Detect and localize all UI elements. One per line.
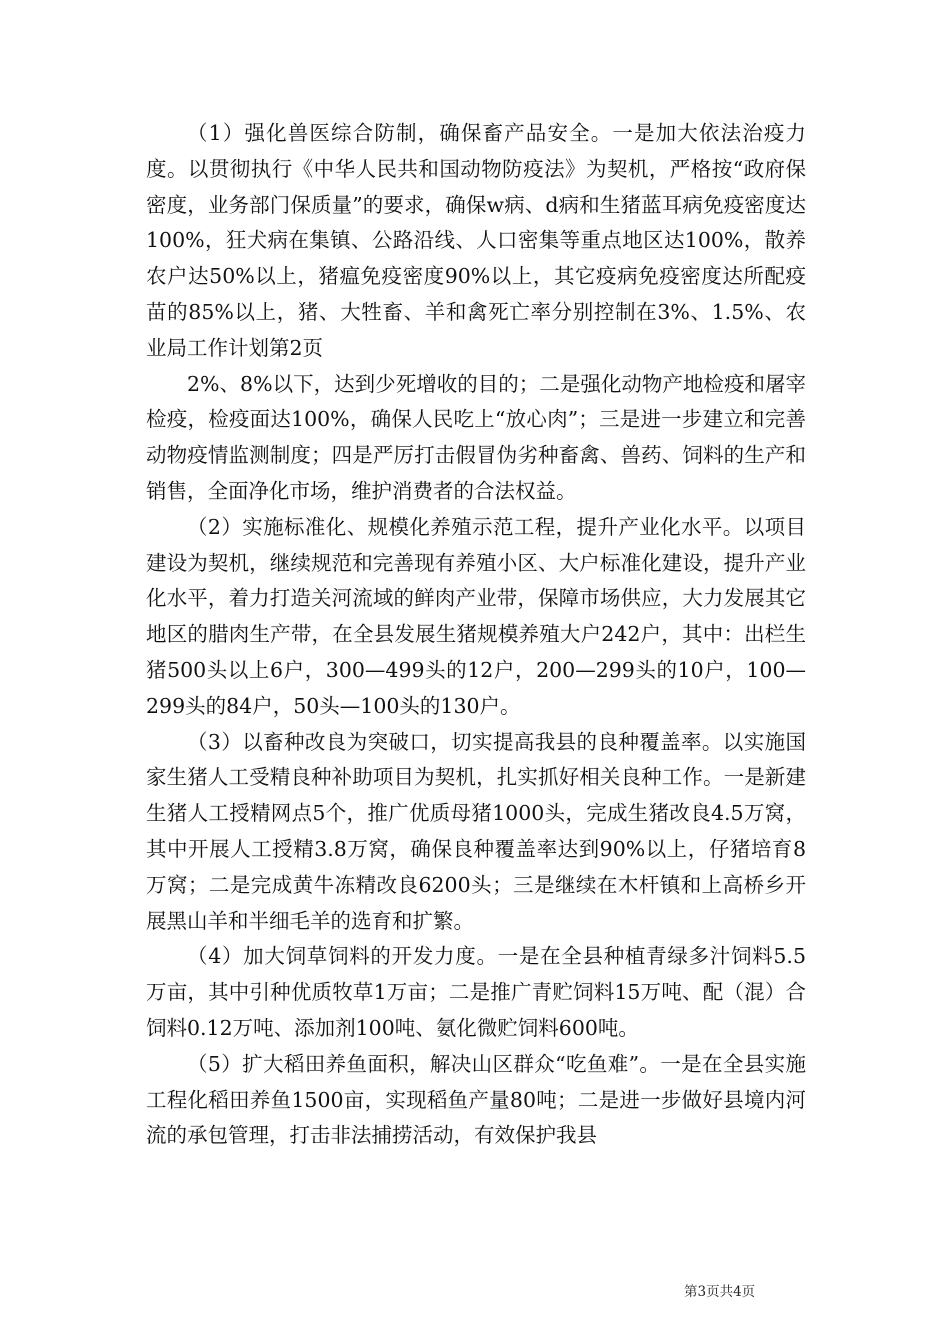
paragraph-5: （4）加大饲草饲料的开发力度。一是在全县种植青绿多汁饲料5.5万亩，其中引种优质牧草1万亩；二是推广青贮饲料15万吨、配（混）合饲料0.12万吨、添加剂100吨、氨化微贮饲料600吨。 <box>146 944 806 1040</box>
paragraph-1: （1）强化兽医综合防制，确保畜产品安全。一是加大依法治疫力度。以贯彻执行《中华人民共和国动物防疫法》为契机，严格按“政府保密度，业务部门保质量”的要求，确保w病、d病和生猪蓝耳病免疫密度达100%，狂犬病在集镇、公路沿线、人口密集等重点地区达100%，散养农户达50%以上，猪瘟免疫密度90%以上，其它疫病免疫密度达所配疫苗的85%以上，猪、大牲畜、羊和禽死亡率分别控制在3%、1.5%、农业局工作计划第2页 <box>146 121 806 360</box>
document-body <box>146 116 806 1154</box>
paragraph-4: （3）以畜种改良为突破口，切实提高我县的良种覆盖率。以实施国家生猪人工受精良种补助项目为契机，扎实抓好相关良种工作。一是新建生猪人工授精网点5个，推广优质母猪1000头，完成生猪改良4.5万窝，其中开展人工授精3.8万窝，确保良种覆盖率达到90%以上，仔猪培育8万窝；二是完成黄牛冻精改良6200头；三是继续在木杆镇和上高桥乡开展黑山羊和半细毛羊的选育和扩繁。 <box>146 729 806 933</box>
paragraph-6: （5）扩大稻田养鱼面积，解决山区群众“吃鱼难”。一是在全县实施工程化稻田养鱼1500亩，实现稻鱼产量80吨；二是进一步做好县境内河流的承包管理，打击非法捕捞活动，有效保护我县 <box>146 1051 806 1148</box>
paragraph-3: （2）实施标准化、规模化养殖示范工程，提升产业化水平。以项目建设为契机，继续规范和完善现有养殖小区、大户标准化建设，提升产业化水平，着力打造关河流域的鲜肉产业带，保障市场供应，大力发展其它地区的腊肉生产带，在全县发展生猪规模养殖大户242户，其中：出栏生猪500头以上6户，300—499头的12户，200—299头的10户，100—299头的84户，50头—100头的130户。 <box>146 514 806 718</box>
paragraph-2: 2%、8%以下，达到少死增收的目的；二是强化动物产地检疫和屠宰检疫，检疫面达100%，确保人民吃上“放心肉”；三是进一步建立和完善动物疫情监测制度；四是严厉打击假冒伪劣种畜禽、兽药、饲料的生产和销售，全面净化市场，维护消费者的合法权益。 <box>146 371 806 503</box>
page-number: 第3页共4页 <box>684 1284 756 1300</box>
